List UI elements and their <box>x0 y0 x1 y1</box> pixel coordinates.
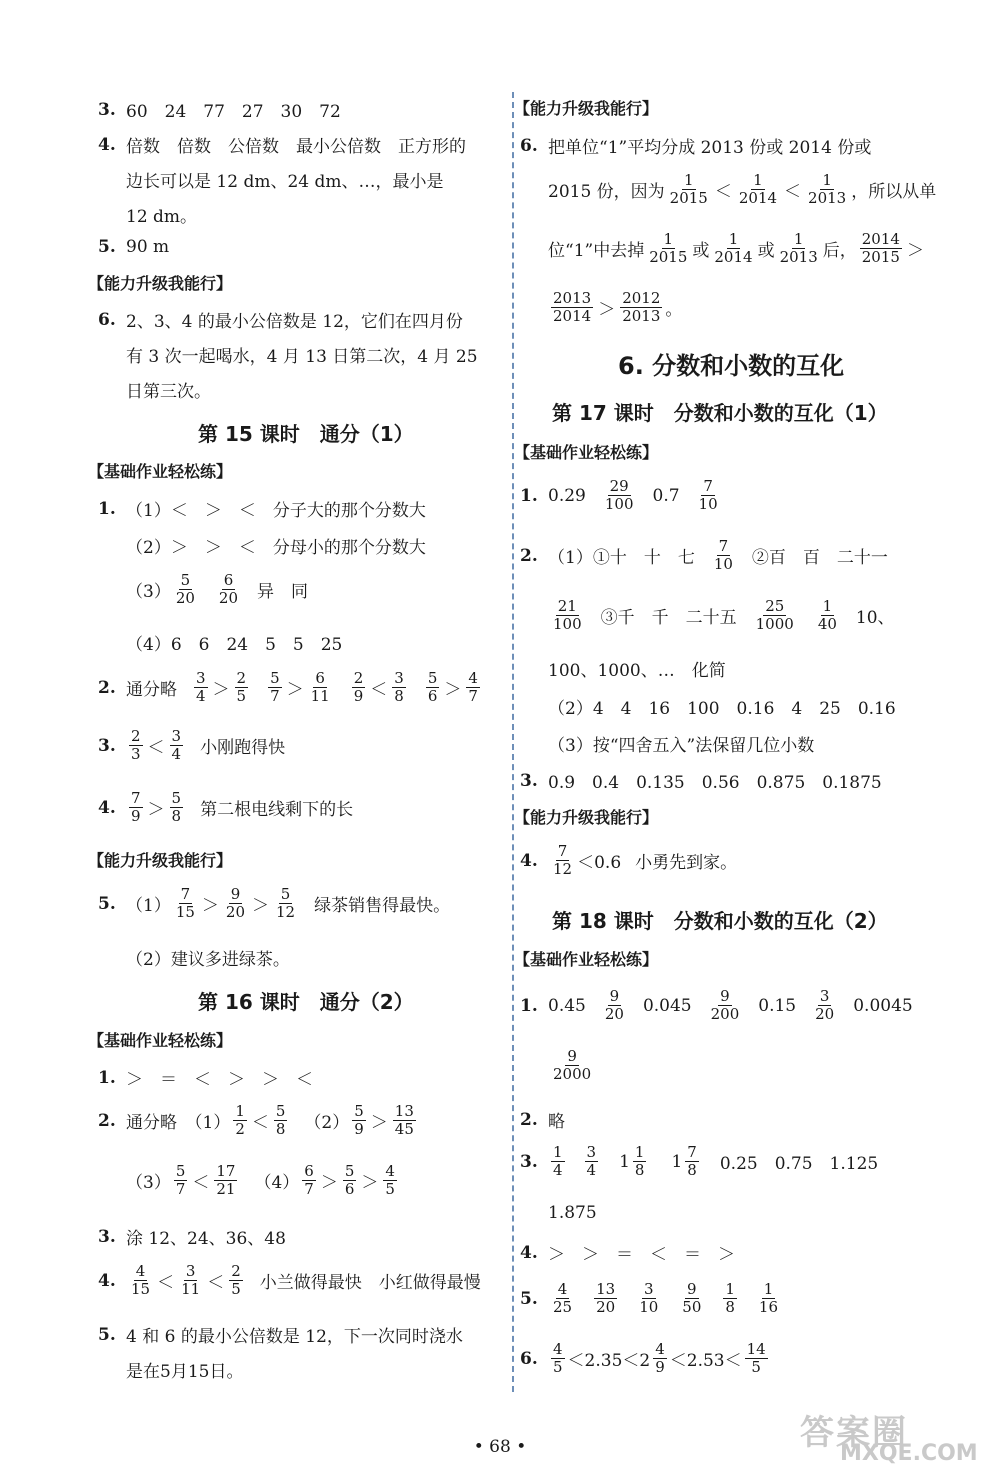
q1-part4: （4）6 6 24 5 5 25 <box>126 635 343 655</box>
t3: 3. 0.9 0.4 0.135 0.56 0.875 0.1875 <box>520 770 882 793</box>
u1-cont: $\frac{9}{2000}$ <box>553 1047 592 1083</box>
answer-6-cont: 有 3 次一起喝水，4 月 13 日第二次，4 月 25 <box>126 347 478 367</box>
u5: 5. $\frac{4}{25}$ $\frac{13}{20}$ $\frac{3}{10}$ $\frac{9}{50}$ $\frac{1}{8}$ $\frac{1}{16}$ <box>520 1280 779 1316</box>
answer-4: 4. 倍数 倍数 公倍数 最小公倍数 正方形的 <box>98 134 466 157</box>
section-header-basic-r2: 【基础作业轻松练】 <box>514 950 659 969</box>
q3: 3. $\frac{2}{3}$ ＜ $\frac{3}{4}$ 小刚跑得快 <box>98 727 286 763</box>
u2: 2. 略 <box>520 1109 565 1132</box>
section-header-ability-r2: 【能力升级我能行】 <box>514 808 659 827</box>
watermark-logo: 答案圈 MXQE.COM <box>800 1413 978 1466</box>
lesson-16-title: 第 16 课时 通分（2） <box>198 990 414 1014</box>
s6: 6. 把单位“1”平均分成 2013 份或 2014 份或 <box>520 135 872 158</box>
page-number: • 68 • <box>473 1437 527 1457</box>
lesson-15-title: 第 15 课时 通分（1） <box>198 422 414 446</box>
t2-part2: （2）4 4 16 100 0.16 4 25 0.16 <box>548 699 896 719</box>
section-header-basic: 【基础作业轻松练】 <box>88 462 233 481</box>
q5-part2: （2）建议多进绿茶。 <box>126 950 290 970</box>
u4: 4. ＞ ＞ ＝ ＜ ＝ ＞ <box>520 1242 735 1265</box>
t2-part1-cont: $\frac{21}{100}$ ③千 千 二十五 $\frac{25}{1000}$ $\frac{1}{40}$ 10、 <box>553 597 895 633</box>
u1: 1. 0.45 $\frac{9}{20}$ 0.045 $\frac{9}{200}$ 0.15 $\frac{3}{20}$ 0.0045 <box>520 987 913 1023</box>
s6-cont2: 位“1”中去掉 $\frac{1}{2015}$ 或 $\frac{1}{2014}$ 或 $\frac{1}{2013}$ 后， $\frac{2014}{2015}$ ＞ <box>548 230 924 266</box>
lesson-18-title: 第 18 课时 分数和小数的互化（2） <box>552 909 888 933</box>
r5: 5. 4 和 6 的最小公倍数是 12，下一次同时浇水 <box>98 1324 463 1347</box>
t2-part1-cont2: 100、1000、… 化简 <box>548 661 726 681</box>
q5-part1: 5. （1） $\frac{7}{15}$ ＞ $\frac{9}{20}$ ＞ $\frac{5}{12}$ 绿茶销售得最快。 <box>98 885 451 921</box>
section-header-basic-r: 【基础作业轻松练】 <box>514 443 659 462</box>
column-divider <box>512 92 514 1392</box>
answer-6: 6. 2、3、4 的最小公倍数是 12，它们在四月份 <box>98 309 463 332</box>
s6-cont3: $\frac{2013}{2014}$ ＞ $\frac{2012}{2013}$ 。 <box>553 289 683 325</box>
q2: 2. 通分略 $\frac{3}{4}$ ＞ $\frac{2}{5}$ $\frac{5}{7}$ ＞ $\frac{6}{11}$ $\frac{2}{9}$ ＜ $\frac{3}{8}$ $\frac{5}{6}$ ＞ $\frac{4}{7}$ <box>98 669 478 705</box>
chapter-title: 6. 分数和小数的互化 <box>618 352 845 380</box>
section-header-ability-2: 【能力升级我能行】 <box>88 851 233 870</box>
u3-cont: 1.875 <box>548 1203 597 1223</box>
fraction: $\frac{5}{20}$ <box>175 571 195 607</box>
section-header-basic-2: 【基础作业轻松练】 <box>88 1031 233 1050</box>
t1: 1. 0.29 $\frac{29}{100}$ 0.7 $\frac{7}{10}$ <box>520 477 718 513</box>
r5-cont: 是在5月15日。 <box>126 1362 244 1382</box>
answer-4-cont2: 12 dm。 <box>126 207 198 227</box>
q1-part1: 1. （1）＜ ＞ ＜ 分子大的那个分数大 <box>98 498 426 521</box>
section-header-ability: 【能力升级我能行】 <box>88 274 233 293</box>
u3: 3. $\frac{1}{4}$ $\frac{3}{4}$ 1 $\frac{1}{8}$ 1 $\frac{7}{8}$ 0.25 0.75 1.125 <box>520 1143 879 1179</box>
section-header-ability-r: 【能力升级我能行】 <box>514 99 659 118</box>
answer-5: 5. 90 m <box>98 237 170 257</box>
q4: 4. $\frac{7}{9}$ ＞ $\frac{5}{8}$ 第二根电线剩下的长 <box>98 789 354 825</box>
t2-part1: 2. （1）①十 十 七 $\frac{7}{10}$ ②百 百 二十一 <box>520 537 888 573</box>
answer-4-cont: 边长可以是 12 dm、24 dm、…，最小是 <box>126 172 444 192</box>
q1-part3: （3） $\frac{5}{20}$ $\frac{6}{20}$ 异 同 <box>126 571 309 607</box>
s6-cont: 2015 份，因为 $\frac{1}{2015}$ ＜ $\frac{1}{2014}$ ＜ $\frac{1}{2013}$ ，所以从单 <box>548 171 937 207</box>
t4: 4. $\frac{7}{12}$ ＜0.6 小勇先到家。 <box>520 842 738 878</box>
fraction: $\frac{6}{20}$ <box>218 571 239 607</box>
t2-part3: （3）按“四舍五入”法保留几位小数 <box>548 736 815 756</box>
answer-3: 3. 60 24 77 27 30 72 <box>98 99 341 122</box>
r3: 3. 涂 12、24、36、48 <box>98 1226 286 1249</box>
r2-cont: （3） $\frac{5}{7}$ ＜ $\frac{17}{21}$ （4） $\frac{6}{7}$ ＞ $\frac{5}{6}$ ＞ $\frac{4}{5}$ <box>126 1162 395 1198</box>
q1-part2: （2）＞ ＞ ＜ 分母小的那个分数大 <box>126 538 426 558</box>
answer-6-cont2: 日第三次。 <box>126 382 211 402</box>
r2: 2. 通分略 （1） $\frac{1}{2}$ ＜ $\frac{5}{8}$ （2） $\frac{5}{9}$ ＞ $\frac{13}{45}$ <box>98 1102 414 1138</box>
r4: 4. $\frac{4}{15}$ ＜ $\frac{3}{11}$ ＜ $\frac{2}{5}$ 小兰做得最快 小红做得最慢 <box>98 1262 481 1298</box>
lesson-17-title: 第 17 课时 分数和小数的互化（1） <box>552 401 888 425</box>
u6: 6. $\frac{4}{5}$ ＜2.35＜2 $\frac{4}{9}$ ＜2.53＜ $\frac{14}{5}$ <box>520 1340 766 1376</box>
r1: 1. ＞ ＝ ＜ ＞ ＞ ＜ <box>98 1067 313 1090</box>
